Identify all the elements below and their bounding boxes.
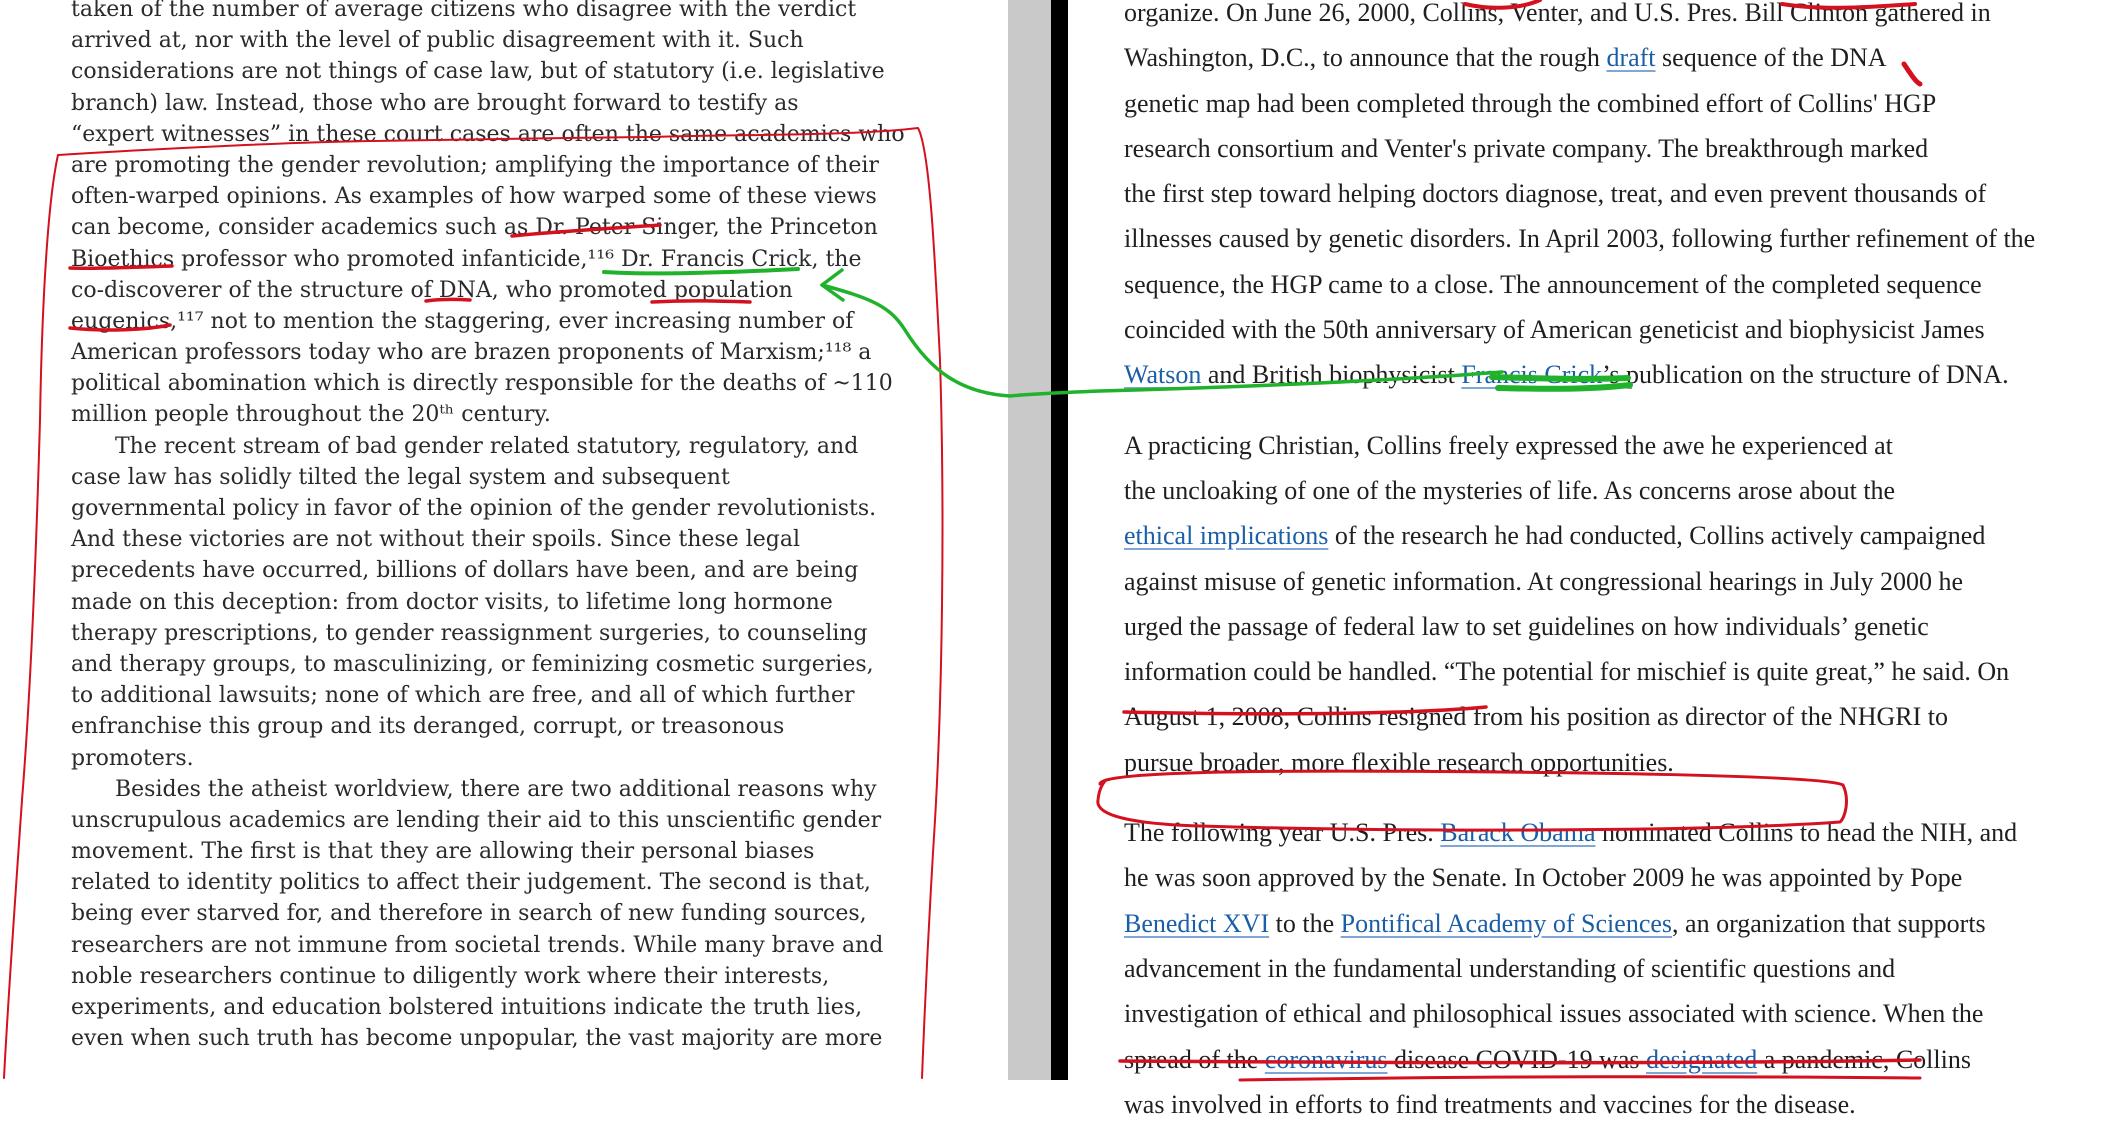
book-text-line: American professors today who are brazen proponents of Marxism;¹¹⁸ a [71,340,872,366]
article-text-run: nominated Collins to head the NIH, and [1595,818,2018,848]
page-divider-gray [1008,0,1051,1080]
book-text-line: The recent stream of bad gender related statutory, regulatory, and [115,433,859,459]
article-text-line [1124,855,2124,900]
article-link[interactable]: coronavirus [1264,1044,1388,1074]
article-text-run: spread of the [1124,1044,1265,1074]
article-text-line [1124,0,2124,35]
book-text-line: eugenics,¹¹⁷ not to mention the staggering, ever increasing number of [71,308,854,334]
book-text-line: “expert witnesses” in these court cases are often the same academics who [71,121,905,147]
article-text-line [1124,901,2124,946]
book-text-line: taken of the number of average citizens who disagree with the verdict [71,0,857,22]
article-link[interactable]: Francis Crick [1461,360,1603,390]
book-text-line: unscrupulous academics are lending their aid to this unscientific gender [71,807,882,833]
book-text-line: often-warped opinions. As examples of how warped some of these views [71,184,877,210]
book-text-line: and therapy groups, to masculinizing, or feminizing cosmetic surgeries, [71,651,874,677]
book-text-line: noble researchers continue to diligently work where their interests, [71,963,830,989]
book-page-scan [0,0,1008,1080]
article-link[interactable]: draft [1606,43,1656,73]
article-text-run: disease COVID-19 was [1387,1044,1647,1074]
book-text-line: Bioethics professor who promoted infanticide,¹¹⁶ Dr. Francis Crick, the [71,246,862,272]
book-text-line: million people throughout the 20ᵗʰ century. [71,402,551,428]
article-text-line [1124,171,2124,216]
article-text-line [1124,216,2124,261]
book-page-text [71,0,951,1054]
article-text [1124,0,2124,1127]
article-text-run: A practicing Christian, Collins freely expressed the awe he experienced at [1124,430,1893,460]
article-text-line [1124,307,2124,352]
book-text-line: therapy prescriptions, to gender reassignment surgeries, to counseling [71,620,868,646]
article-text-run: the first step toward helping doctors diagnose, treat, and even prevent thousands of [1124,179,1987,209]
article-link[interactable]: Barack Obama [1440,818,1596,848]
article-link[interactable]: ethical implications [1124,521,1329,551]
article-text-run: a pandemic, Collins [1757,1044,1971,1074]
article-text-line [1124,1082,2124,1127]
article-text-run: illnesses caused by genetic disorders. In April 2003, following further refinement of the [1124,224,2036,254]
paragraph-gap [1124,398,2124,423]
article-text-run: , an organization that supports [1672,908,1986,938]
article-text-run: research consortium and Venter's private company. The breakthrough marked [1124,133,1929,163]
article-text-run: the uncloaking of one of the mysteries of life. As concerns arose about the [1124,475,1896,505]
book-text-line: case law has solidly tilted the legal system and subsequent [71,464,730,490]
article-link[interactable]: Benedict XVI [1124,908,1270,938]
article-text-run: to the [1269,908,1341,938]
article-text-line [1124,35,2124,80]
article-link[interactable]: Watson [1124,360,1202,390]
page-divider-black [1051,0,1068,1080]
article-text-run: advancement in the fundamental understanding of scientific questions and [1124,953,1896,983]
book-text-line: And these victories are not without their spoils. Since these legal [71,527,800,553]
article-text-line [1124,649,2124,694]
article-text-run: August 1, 2008, Collins resigned from his position as director of the NHGRI to [1124,702,1948,732]
article-text-run: coincided with the 50th anniversary of American geneticist and biophysicist James [1124,315,1985,345]
article-text-line [1124,126,2124,171]
book-text-line: experiments, and education bolstered intuitions indicate the truth lies, [71,995,863,1020]
article-text-run: was involved in efforts to find treatments and vaccines for the disease. [1124,1089,1856,1119]
article-text-line [1124,810,2124,855]
book-text-line: are promoting the gender revolution; amplifying the importance of their [71,152,879,178]
article-text-line [1124,81,2124,126]
article-text-run: ’s publication on the structure of DNA. [1602,360,2009,390]
article-text-line [1124,946,2124,991]
article-text-line [1124,604,2124,649]
article-text-line [1124,468,2124,513]
book-text-line: co-discoverer of the structure of DNA, who promoted population [71,277,793,303]
article-text-run: urged the passage of federal law to set guidelines on how individuals’ genetic [1124,611,1929,641]
book-text-line: related to identity politics to affect their judgement. The second is that, [71,870,871,896]
article-text-run: of the research he had conducted, Collins actively campaigned [1328,521,1986,551]
book-text-line: political abomination which is directly responsible for the deaths of ~110 [71,371,893,397]
book-text-line: promoters. [71,745,194,771]
book-text-line: movement. The first is that they are allowing their personal biases [71,839,815,865]
article-text-line [1124,740,2124,785]
book-text-line: Besides the atheist worldview, there are two additional reasons why [115,776,877,802]
book-text-line: enfranchise this group and its deranged, corrupt, or treasonous [71,714,785,740]
book-text-line: governmental policy in favor of the opinion of the gender revolutionists. [71,496,877,521]
article-text-run: Washington, D.C., to announce that the rough [1124,43,1607,73]
article-text-line [1124,513,2124,558]
article-text-run: he was soon approved by the Senate. In October 2009 he was appointed by Pope [1124,863,1963,893]
article-text-run: sequence of the DNA [1655,43,1887,73]
book-text-line: being ever starved for, and therefore in search of new funding sources, [71,901,867,927]
article-text-line [1124,1037,2124,1082]
article-text-run: organize. On June 26, 2000, Collins, Venter, and U.S. Pres. Bill Clinton gathered in [1124,0,1991,27]
article-text-run: pursue broader, more flexible research opportunities. [1124,747,1674,777]
article-text-run: investigation of ethical and philosophical issues associated with science. When the [1124,999,1984,1029]
article-link[interactable]: designated [1646,1044,1758,1074]
book-text-line: arrived at, nor with the level of public disagreement with it. Such [71,28,804,54]
book-text-line: made on this deception: from doctor visits, to lifetime long hormone [71,589,833,615]
book-text-line: branch) law. Instead, those who are brought forward to testify as [71,90,799,116]
book-text-line: even when such truth has become unpopular, the vast majority are more [71,1026,883,1052]
article-link[interactable]: Pontifical Academy of Sciences [1340,908,1673,938]
article-text-line [1124,262,2124,307]
book-text-line: considerations are not things of case law, but of statutory (i.e. legislative [71,59,885,85]
article-text-line [1124,352,2124,397]
article-text-run: The following year U.S. Pres. [1124,818,1441,848]
book-text-line: to additional lawsuits; none of which are free, and all of which further [71,683,855,709]
article-text-run: sequence, the HGP came to a close. The announcement of the completed sequence [1124,269,1982,299]
article-text-run: and British biophysicist [1201,360,1462,390]
book-text-line: precedents have occurred, billions of dollars have been, and are being [71,558,859,584]
article-text-run: information could be handled. “The potential for mischief is quite great,” he said. On [1124,657,2010,687]
article-text-run: against misuse of genetic information. At congressional hearings in July 2000 he [1124,566,1964,596]
web-article-page [1068,0,2036,1119]
article-text-run: genetic map had been completed through the combined effort of Collins' HGP [1124,88,1937,118]
article-text-line [1124,991,2124,1036]
paragraph-gap [1124,785,2124,810]
book-text-line: can become, consider academics such as Dr. Peter Singer, the Princeton [71,215,878,241]
article-text-line [1124,694,2124,739]
book-text-line: researchers are not immune from societal trends. While many brave and [71,932,884,958]
article-text-line [1124,559,2124,604]
article-text-line [1124,423,2124,468]
